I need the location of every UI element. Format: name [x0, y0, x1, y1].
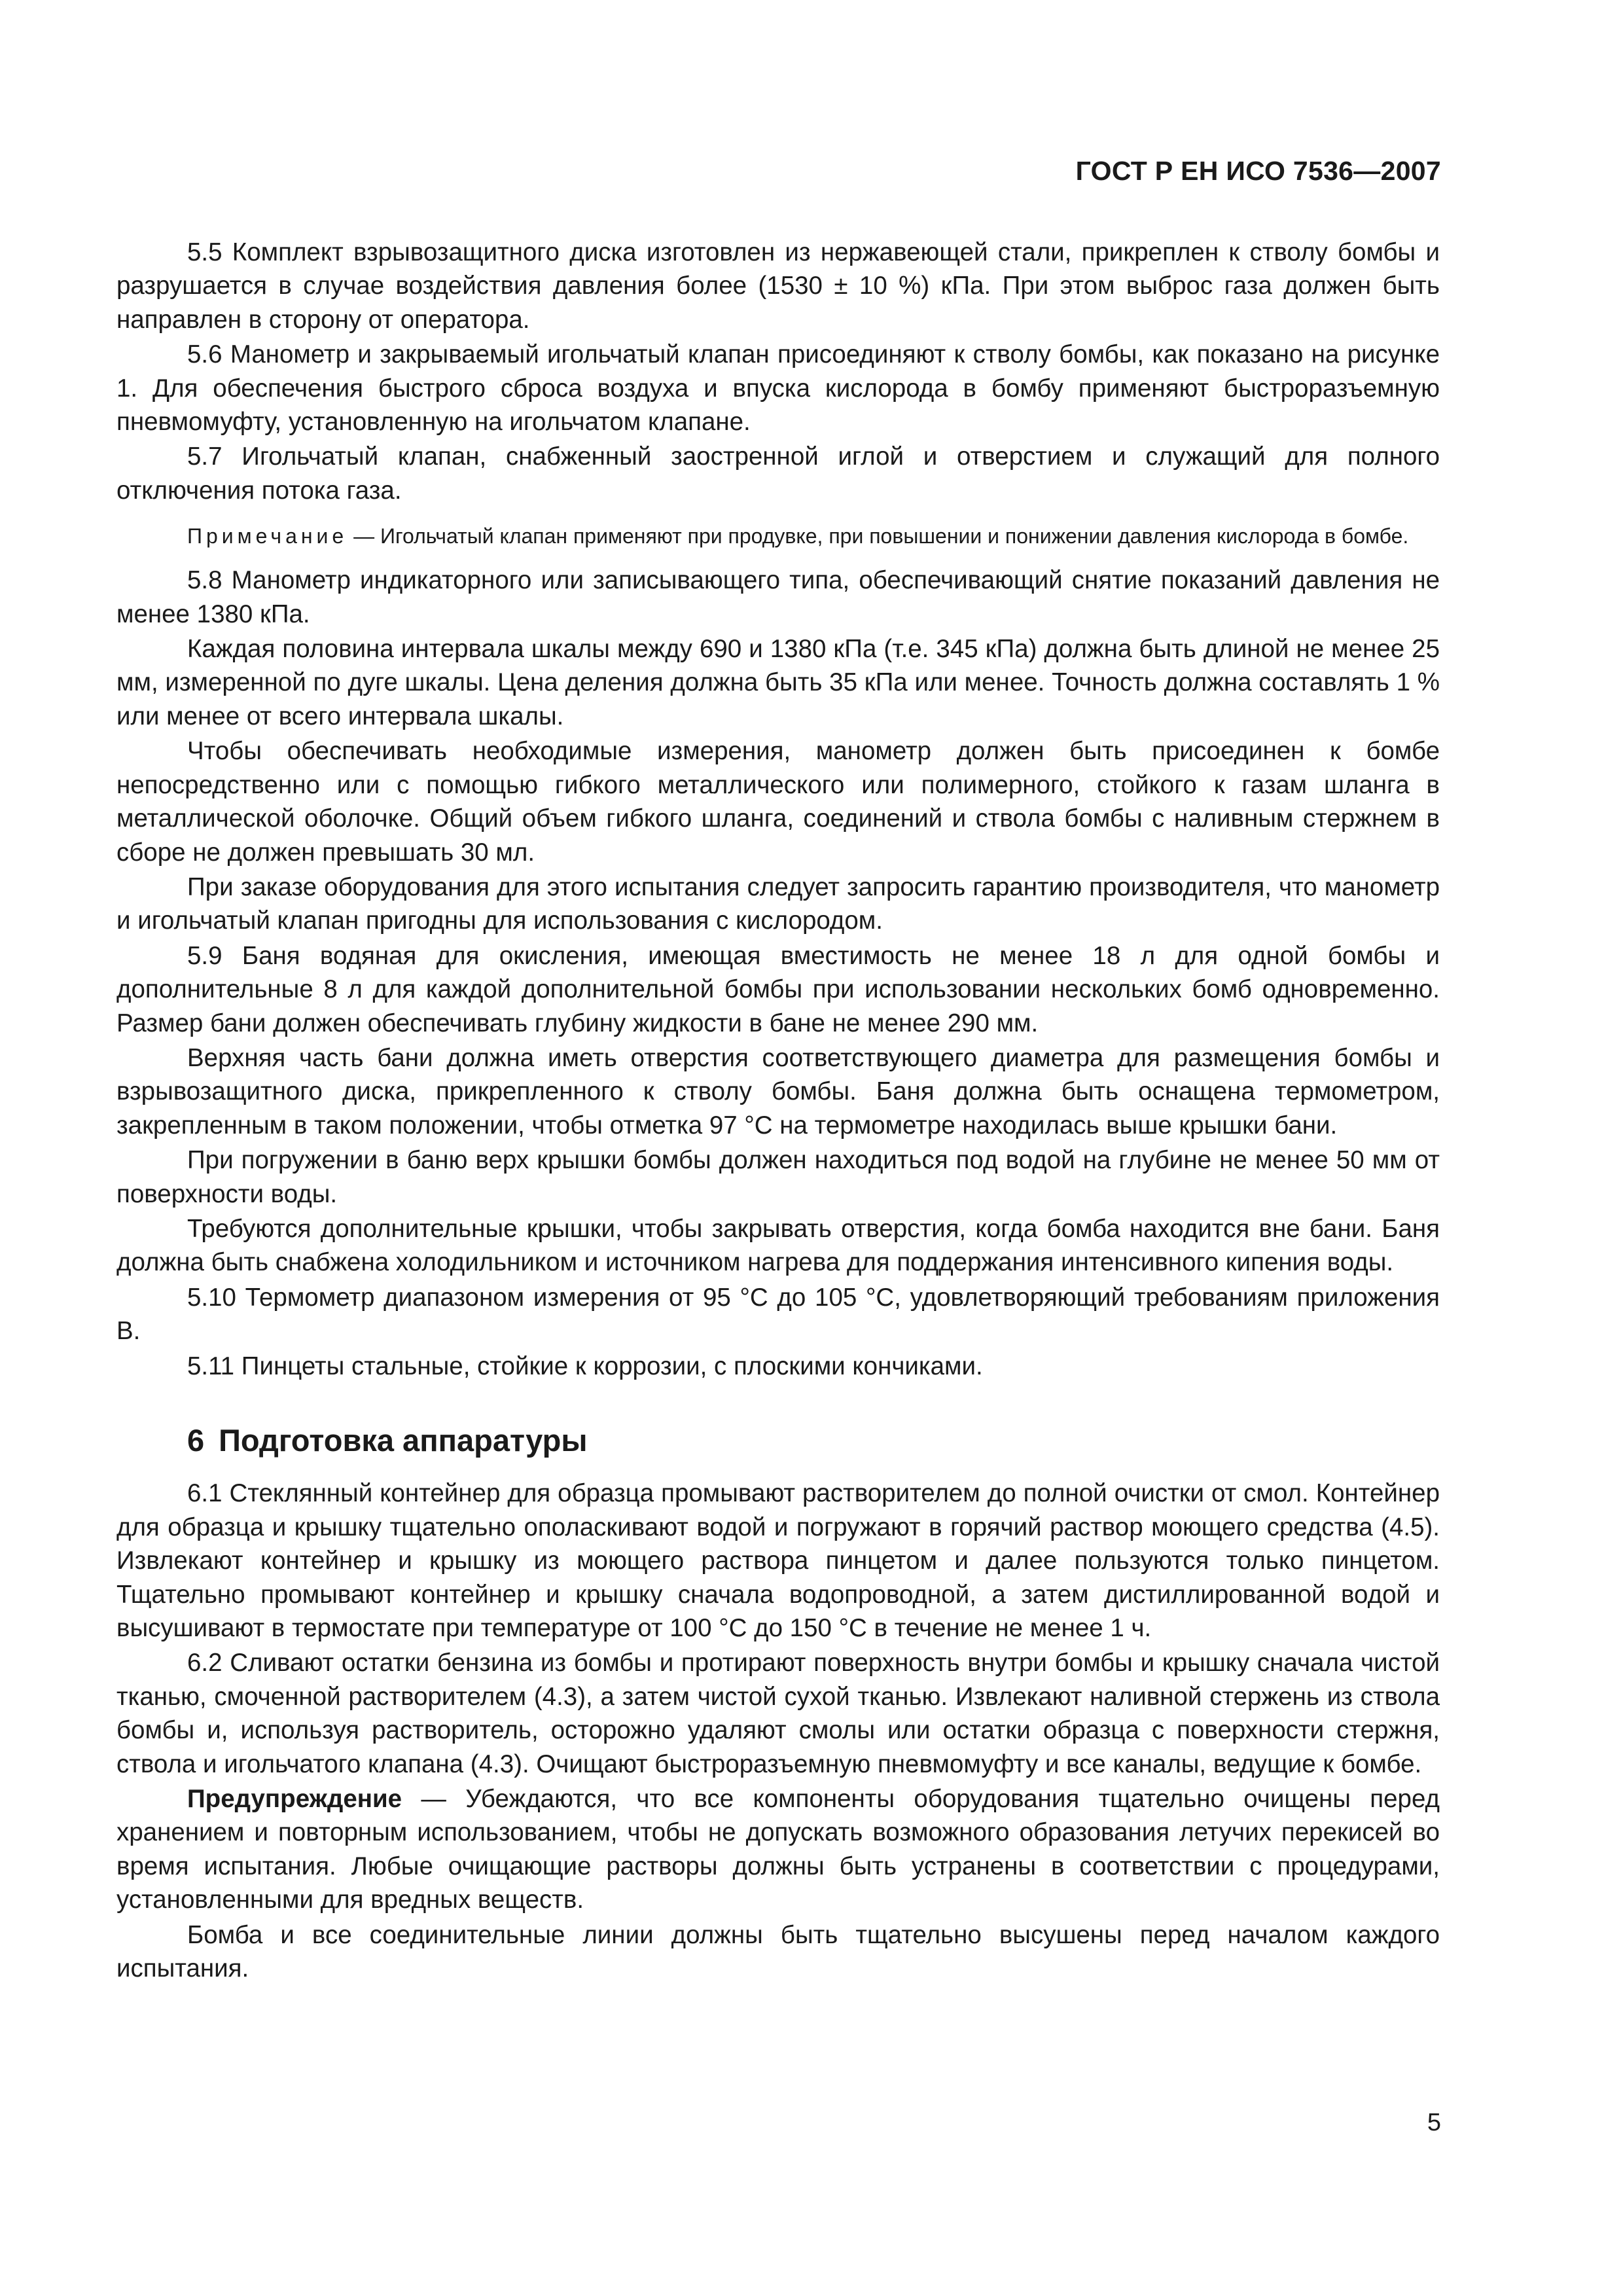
clause-5-5: 5.5 Комплект взрывозащитного диска изготовлен из нержавеющей стали, прикреплен к стволу бомбы и разрушается в случае воздействия давления более (1530 ± 10 %) кПа. При этом выброс газа должен быть направлен в сторону от оператора. — [116, 238, 1440, 334]
page-number: 5 — [1427, 2109, 1441, 2136]
clause-5-9-top: Верхняя часть бани должна иметь отверстия соответствующего диаметра для размещения бомбы и взрывозащитного диска, прикрепленного к стволу бомбы. Баня должна быть оснащена термометром, закрепленным в таком положении, чтобы отметка 97 °С на термометре находилась выше крышки бани. — [116, 1043, 1440, 1139]
note — [116, 522, 1440, 550]
section-title-text: Подготовка аппаратуры — [219, 1423, 588, 1458]
clause-6-2: 6.2 Сливают остатки бензина из бомбы и протирают поверхность внутри бомбы и крышку сначала чистой тканью, смоченной растворителем (4.3), а затем чистой сухой тканью. Извлекают наливной стержень из ствола бомбы и, используя растворитель, осторожно удаляют смолы или остатки образца с поверхности стержня, ствола и игольчатого клапана (4.3). Очищают быстроразъемную пневмомуфту и все каналы, ведущие к бомбе. — [116, 1649, 1440, 1778]
clause-5-9: 5.9 Баня водяная для окисления, имеющая вместимость не менее 18 л для одной бомбы и дополнительные 8 л для каждой дополнительной бомбы при использовании нескольких бомб одновременно. Размер бани должен обеспечивать глубину жидкости в бане не менее 290 мм. — [116, 941, 1440, 1037]
clause-5-8: 5.8 Манометр индикаторного или записывающего типа, обеспечивающий снятие показаний давления не менее 1380 кПа. — [116, 566, 1440, 628]
warning-text: — Убеждаются, что все компоненты оборудования тщательно очищены перед хранением и повторным использованием, чтобы не допускать возможного образования летучих перекисей во время испытания. Любые очищающие растворы должны быть устранены в соответствии с процедурами, установленными для вредных веществ. — [116, 1785, 1440, 1914]
clause-5-7: 5.7 Игольчатый клапан, снабженный заостренной иглой и отверстием и служащий для полного отключения потока газа. — [116, 442, 1440, 505]
warning — [116, 1782, 1440, 1917]
clause-5-8-connection: Чтобы обеспечивать необходимые измерения, манометр должен быть присоединен к бомбе непосредственно или с помощью гибкого металлического или полимерного, стойкого к газам шланга в металлической оболочке. Общий объем гибкого шланга, соединений и ствола бомбы с наливным стержнем в сборе не должен превышать 30 мл. — [116, 737, 1440, 867]
section-number: 6 — [187, 1423, 205, 1458]
clause-5-10: 5.10 Термометр диапазоном измерения от 95 °С до 105 °С, удовлетворяющий требованиям приложения В. — [116, 1283, 1440, 1346]
clause-5-9-covers: Требуются дополнительные крышки, чтобы закрывать отверстия, когда бомба находится вне бани. Баня должна быть снабжена холодильником и источником нагрева для поддержания интенсивного кипения воды. — [116, 1214, 1440, 1277]
body-text — [116, 236, 1440, 1987]
warning-label: Предупреждение — [187, 1785, 402, 1814]
clause-5-11: 5.11 Пинцеты стальные, стойкие к коррозии, с плоскими кончиками. — [187, 1352, 983, 1380]
clause-6-final: Бомба и все соединительные линии должны быть тщательно высушены перед началом каждого испытания. — [116, 1920, 1440, 1983]
section-6-title — [116, 1424, 1440, 1457]
clause-6-1: 6.1 Стеклянный контейнер для образца промывают растворителем до полной очистки от смол. Контейнер для образца и крышку тщательно ополаскивают водой и погружают в горячий раствор моющего средства (4.5). Извлекают контейнер и крышку из моющего раствора пинцетом и далее пользуются только пинцетом. Тщательно промывают контейнер и крышку сначала водопроводной, а затем дистиллированной водой и высушивают в термостате при температуре от 100 °С до 150 °С в течение не менее 1 ч. — [116, 1479, 1440, 1643]
clause-5-6: 5.6 Манометр и закрываемый игольчатый клапан присоединяют к стволу бомбы, как показано на рисунке 1. Для обеспечения быстрого сброса воздуха и впуска кислорода в бомбу применяют быстроразъемную пневмомуфту, установленную на игольчатом клапане. — [116, 340, 1440, 437]
note-text: — Игольчатый клапан применяют при продувке, при повышении и понижении давления кислорода в бомбе. — [348, 524, 1409, 548]
clause-5-8-order: При заказе оборудования для этого испытания следует запросить гарантию производителя, что манометр и игольчатый клапан пригодны для использования с кислородом. — [116, 872, 1440, 935]
note-label: Примечание — [187, 524, 348, 548]
clause-5-9-immersion: При погружении в баню верх крышки бомбы должен находиться под водой на глубине не менее 50 мм от поверхности воды. — [116, 1146, 1440, 1208]
standard-header: ГОСТ Р ЕН ИСО 7536—2007 — [1075, 156, 1441, 186]
clause-5-8-scale: Каждая половина интервала шкалы между 690 и 1380 кПа (т.е. 345 кПа) должна быть длиной не менее 25 мм, измеренной по дуге шкалы. Цена деления должна быть 35 кПа или менее. Точность должна составлять 1 % или менее от всего интервала шкалы. — [116, 635, 1440, 730]
